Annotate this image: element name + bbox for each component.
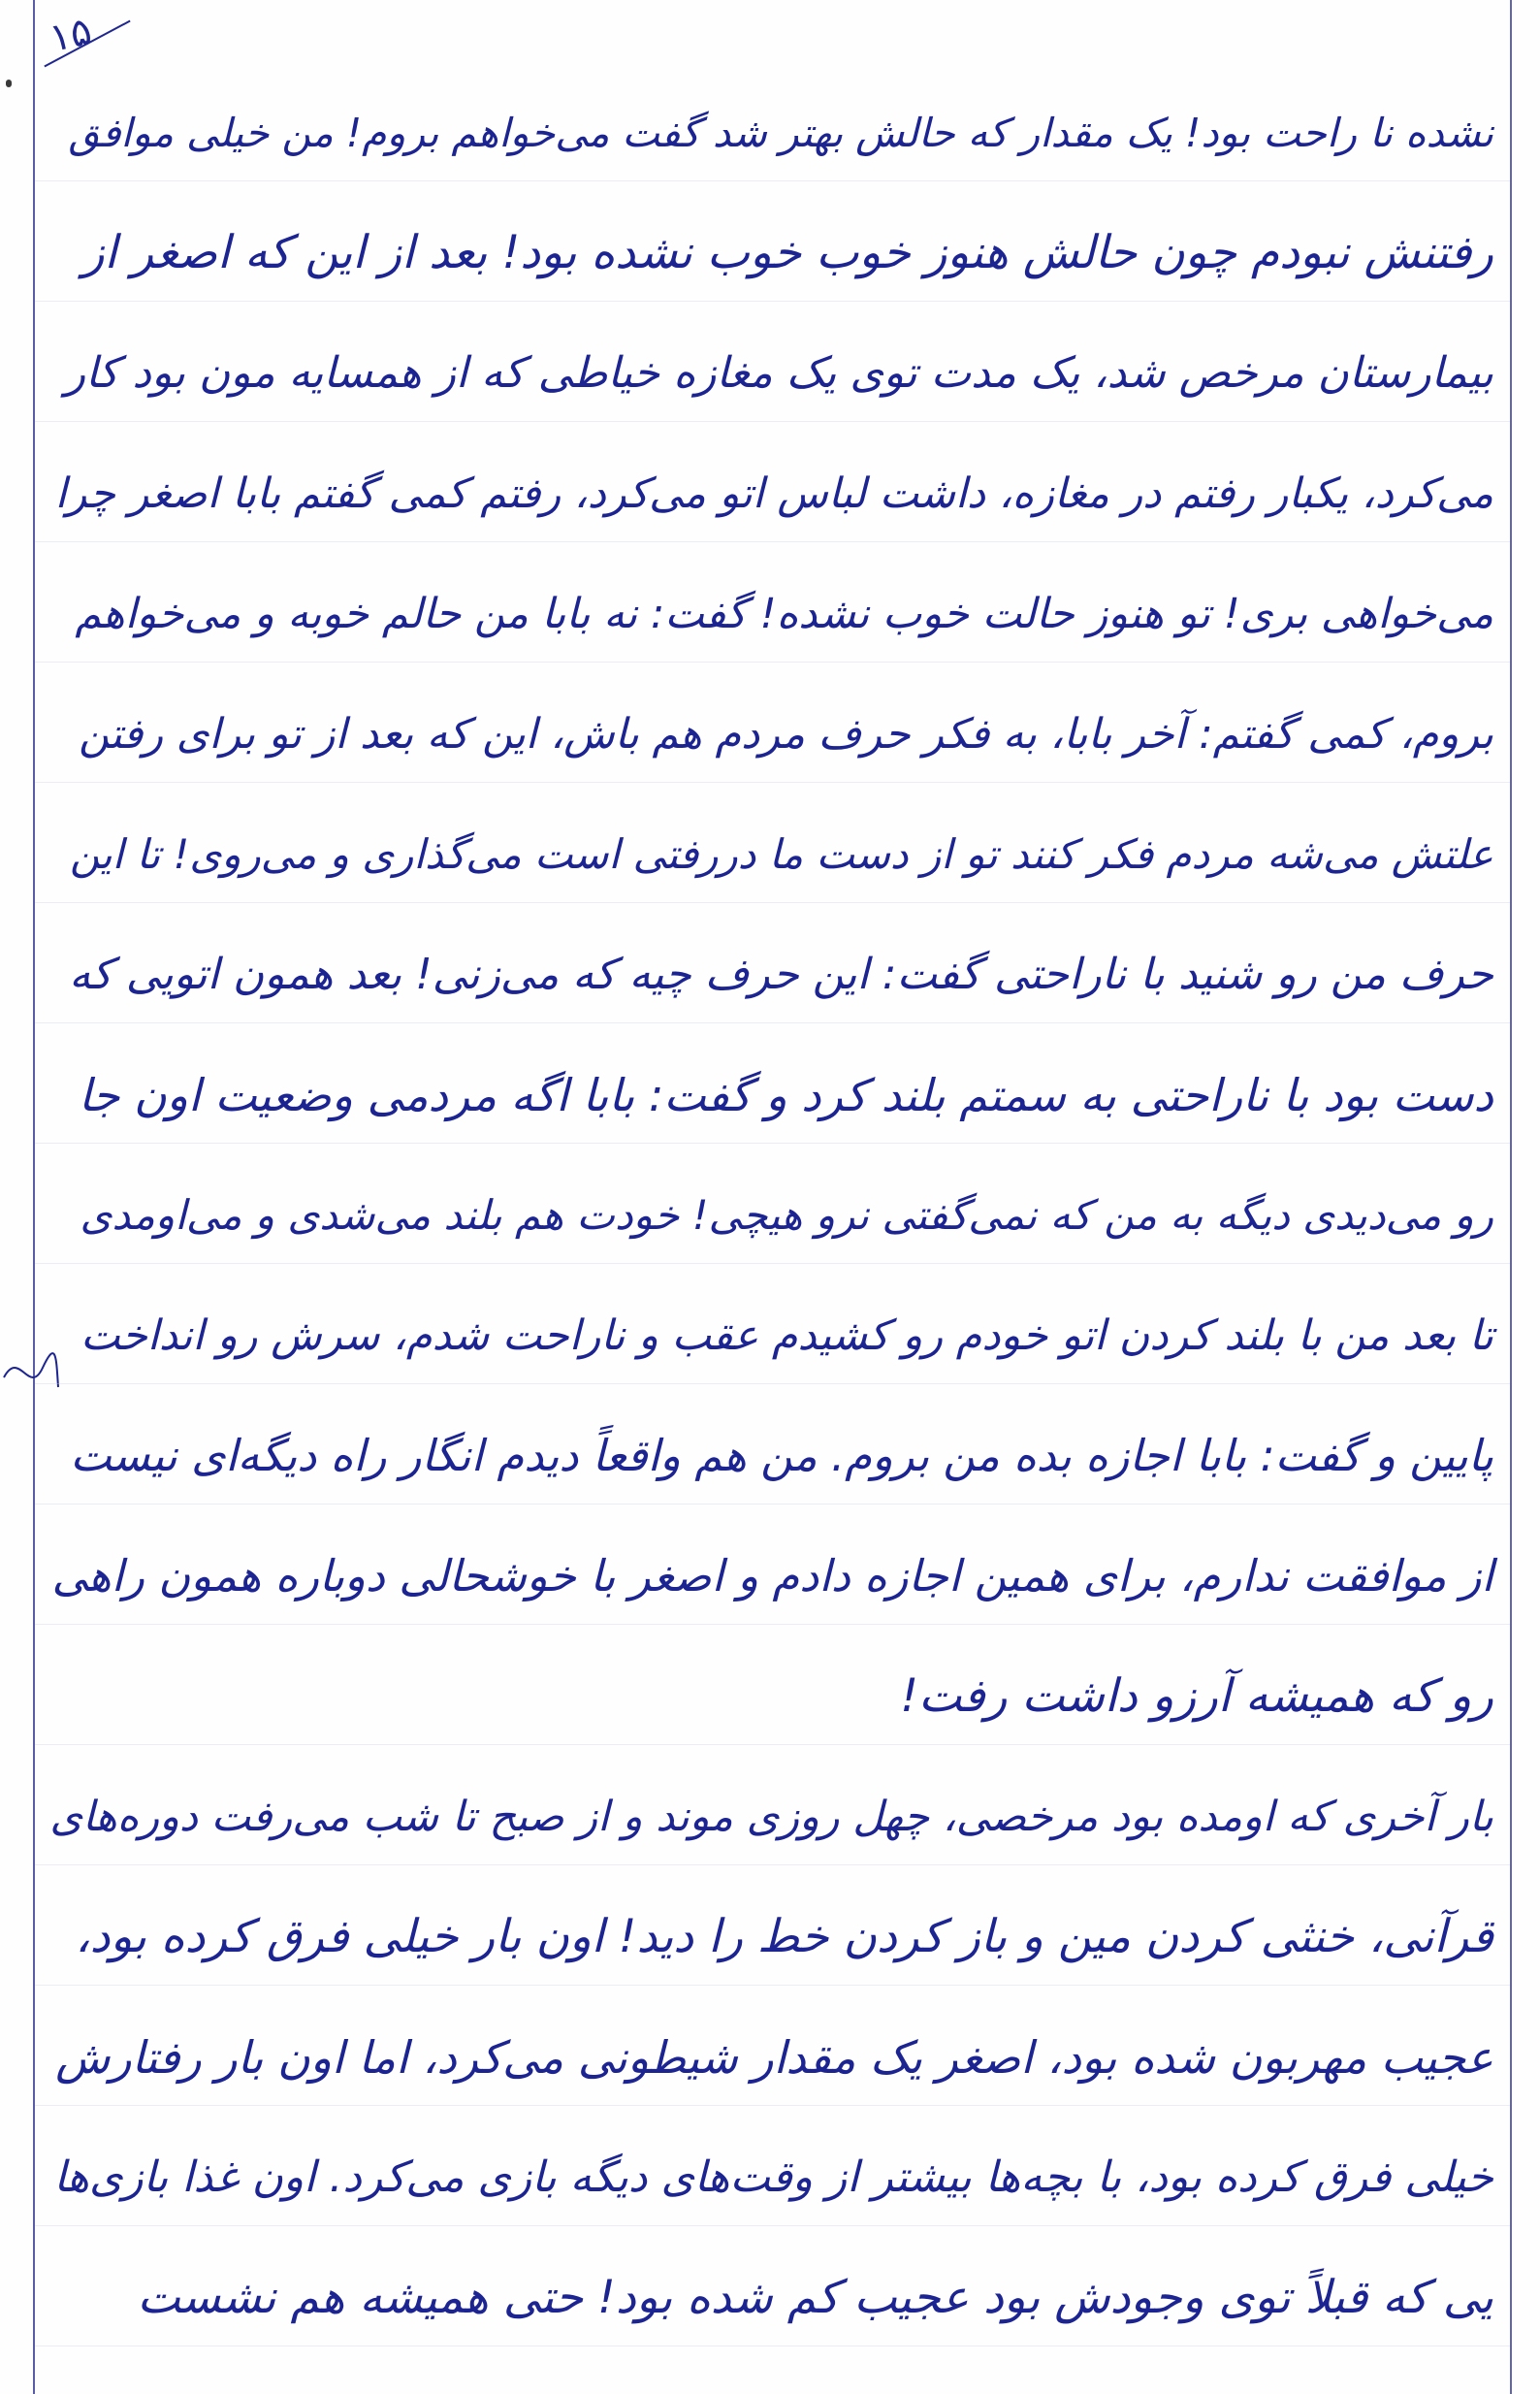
handwritten-line: تا بعد من با بلند کردن اتو خودم رو کشیدم عقب و ناراحت شدم، سرش رو انداخت bbox=[80, 1311, 1493, 1360]
ruled-line bbox=[35, 1864, 1510, 1865]
right-edge-line bbox=[1510, 0, 1512, 2394]
handwritten-line: قرآنی، خنثی کردن مین و باز کردن خط را دید! اون بار خیلی فرق کرده بود، bbox=[75, 1910, 1493, 1963]
ruled-line bbox=[35, 782, 1510, 783]
handwritten-line: بروم، کمی گفتم: آخر بابا، به فکر حرف مردم هم باش، این که بعد از تو برای رفتن bbox=[79, 710, 1493, 759]
handwritten-line: علتش می‌شه مردم فکر کنند تو از دست ما دررفتی است می‌گذاری و می‌روی! تا این bbox=[69, 830, 1493, 878]
ruled-line bbox=[35, 2345, 1510, 2346]
ruled-line bbox=[35, 1022, 1510, 1023]
handwritten-line: بار آخری که اومده بود مرخصی، چهل روزی موند و از صبح تا شب می‌رفت دوره‌های bbox=[49, 1793, 1493, 1841]
margin-scribble bbox=[0, 1339, 62, 1407]
ruled-line bbox=[35, 1383, 1510, 1384]
handwritten-line: می‌خواهی بری! تو هنوز حالت خوب نشده! گفت: نه بابا من حالم خوبه و می‌خواهم bbox=[75, 590, 1493, 638]
handwritten-line: رو که همیشه آرزو داشت رفت! bbox=[900, 1669, 1493, 1723]
page-number: ۱۵ bbox=[45, 9, 96, 62]
ruled-line bbox=[35, 662, 1510, 663]
handwritten-line: بیمارستان مرخص شد، یک مدت توی یک مغازه خیاطی که از همسایه‌ مون بود کار bbox=[64, 348, 1493, 398]
ruled-line bbox=[35, 1263, 1510, 1264]
ruled-line bbox=[35, 541, 1510, 542]
handwritten-line: حرف من رو شنید با ناراحتی گفت: این حرف چیه که می‌زنی! بعد همون اتویی که bbox=[69, 950, 1493, 999]
handwritten-line: می‌کرد، یکبار رفتم در مغازه، داشت لباس اتو می‌کرد، رفتم کمی گفتم بابا اصغر چرا bbox=[54, 469, 1493, 518]
handwritten-line: یی که قبلاً توی وجودش بود عجیب کم شده بود! حتی همیشه هم نشست bbox=[137, 2271, 1493, 2324]
ruled-line bbox=[35, 1143, 1510, 1144]
ruled-line bbox=[35, 2105, 1510, 2106]
ruled-line bbox=[35, 301, 1510, 302]
handwritten-text-body bbox=[39, 87, 1505, 2386]
ruled-line bbox=[35, 2225, 1510, 2226]
handwritten-line: نشده نا راحت بود! یک مقدار که حالش بهتر شد گفت می‌خواهم بروم! من خیلی موافق bbox=[68, 110, 1493, 156]
ruled-line bbox=[35, 1744, 1510, 1745]
handwritten-line: دست بود با ناراحتی به سمتم بلند کرد و گفت: بابا اگه مردمی وضعیت اون جا bbox=[78, 1069, 1493, 1121]
ruled-line bbox=[35, 421, 1510, 422]
handwritten-line: رفتنش نبودم چون حالش هنوز خوب خوب نشده بود! بعد از این که اصغر از bbox=[81, 226, 1493, 279]
handwritten-line: از موافقت ندارم، برای همین اجازه دادم و اصغر با خوشحالی دوباره همون راهی bbox=[51, 1550, 1493, 1601]
handwritten-line: پایین و گفت: بابا اجازه بده من بروم. من هم واقعاً دیدم انگار راه دیگه‌ای نیست bbox=[70, 1430, 1493, 1481]
left-margin-line bbox=[33, 0, 35, 2394]
ruled-line bbox=[35, 902, 1510, 903]
ruled-line bbox=[35, 1985, 1510, 1986]
handwritten-line: عجیب مهربون شده بود، اصغر یک مقدار شیطونی می‌کرد، اما اون بار رفتارش bbox=[55, 2031, 1493, 2084]
ink-dot bbox=[6, 80, 12, 87]
handwritten-line: رو می‌دیدی دیگه به من که نمی‌گفتی نرو هیچی! خودت هم بلند می‌شدی و می‌اومدی bbox=[80, 1191, 1493, 1239]
handwritten-line: خیلی فرق کرده بود، با بچه‌ها بیشتر از وقت‌های دیگه بازی می‌کرد. اون غذا بازی‌ها bbox=[53, 2152, 1493, 2202]
ruled-line bbox=[35, 180, 1510, 181]
ruled-line bbox=[35, 1624, 1510, 1625]
